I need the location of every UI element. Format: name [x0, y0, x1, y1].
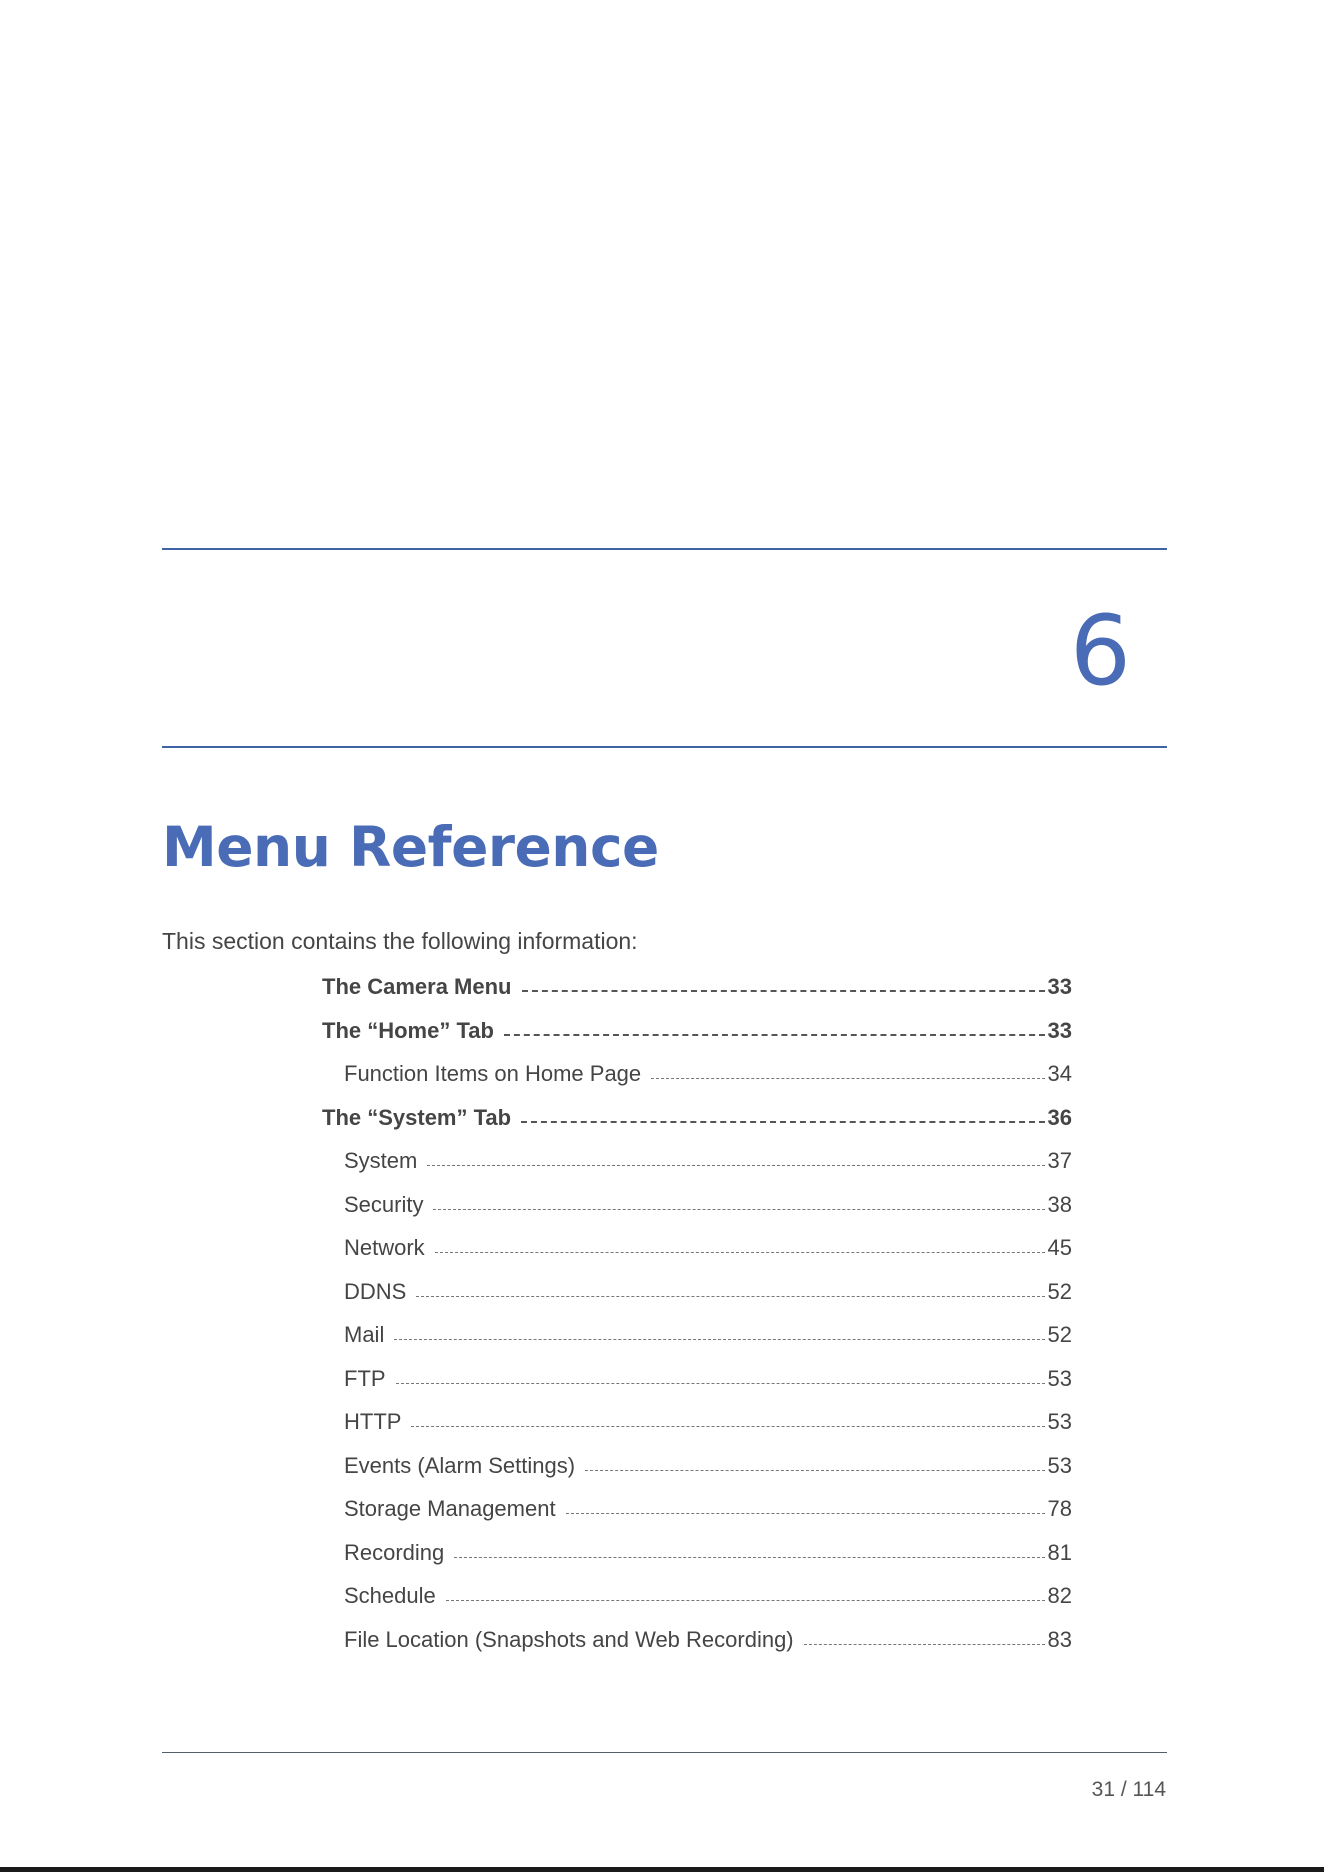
toc-entry[interactable] [322, 1583, 1072, 1627]
table-of-contents [322, 974, 1072, 1670]
toc-entry-page[interactable]: 82 [1047, 1583, 1072, 1608]
toc-dot-leader [416, 1296, 1044, 1297]
toc-dot-leader [521, 1121, 1044, 1123]
toc-entry[interactable] [322, 1192, 1072, 1236]
toc-entry[interactable] [322, 1627, 1072, 1671]
toc-entry-title[interactable]: DDNS [344, 1278, 407, 1304]
toc-dot-leader [411, 1426, 1044, 1427]
toc-entry[interactable] [322, 1453, 1072, 1497]
toc-dot-leader [566, 1513, 1045, 1514]
toc-entry-page[interactable]: 37 [1047, 1148, 1072, 1173]
toc-entry[interactable] [322, 1279, 1072, 1323]
toc-dot-leader [651, 1078, 1044, 1079]
toc-entry-page[interactable]: 78 [1047, 1496, 1072, 1521]
toc-entry-title[interactable]: Network [344, 1235, 425, 1260]
toc-entry-page[interactable]: 52 [1047, 1278, 1072, 1304]
toc-dot-leader [427, 1165, 1044, 1166]
toc-dot-leader [454, 1557, 1044, 1558]
bottom-edge-bar [0, 1867, 1324, 1872]
chapter-number: 6 [1069, 595, 1131, 707]
toc-dot-leader [394, 1339, 1044, 1340]
toc-entry-page[interactable]: 33 [1047, 974, 1072, 999]
toc-entry-page[interactable]: 45 [1047, 1235, 1072, 1260]
toc-dot-leader [504, 1034, 1045, 1036]
toc-entry[interactable] [322, 974, 1072, 1018]
toc-entry-title[interactable]: FTP [344, 1365, 386, 1391]
toc-entry-page[interactable]: 36 [1047, 1104, 1072, 1130]
toc-entry-title[interactable]: File Location (Snapshots and Web Recording) [344, 1626, 794, 1652]
toc-entry[interactable] [322, 1322, 1072, 1366]
toc-entry-page[interactable]: 52 [1047, 1322, 1072, 1347]
footer-rule [162, 1752, 1167, 1753]
toc-dot-leader [396, 1383, 1045, 1384]
toc-dot-leader [433, 1209, 1044, 1210]
toc-entry-page[interactable]: 38 [1047, 1191, 1072, 1217]
toc-entry[interactable] [322, 1366, 1072, 1410]
toc-entry-title[interactable]: The Camera Menu [322, 974, 512, 999]
toc-entry-page[interactable]: 53 [1047, 1452, 1072, 1478]
toc-dot-leader [435, 1252, 1045, 1253]
toc-dot-leader [522, 990, 1045, 992]
toc-entry[interactable] [322, 1105, 1072, 1149]
toc-entry-page[interactable]: 34 [1047, 1061, 1072, 1086]
toc-entry-title[interactable]: Recording [344, 1539, 445, 1565]
toc-entry-title[interactable]: Storage Management [344, 1496, 556, 1521]
toc-entry-page[interactable]: 83 [1047, 1626, 1072, 1652]
toc-entry[interactable] [322, 1018, 1072, 1062]
toc-entry-title[interactable]: Security [344, 1191, 424, 1217]
toc-entry-title[interactable]: System [344, 1148, 418, 1173]
toc-entry[interactable] [322, 1061, 1072, 1105]
toc-dot-leader [804, 1644, 1045, 1645]
toc-entry[interactable] [322, 1540, 1072, 1584]
toc-entry-page[interactable]: 53 [1047, 1365, 1072, 1391]
toc-entry-page[interactable]: 81 [1047, 1539, 1072, 1565]
chapter-title: Menu Reference [162, 815, 659, 879]
section-intro: This section contains the following information: [162, 928, 638, 954]
toc-entry-title[interactable]: The “Home” Tab [322, 1017, 494, 1043]
toc-entry[interactable] [322, 1148, 1072, 1192]
toc-entry-title[interactable]: Schedule [344, 1583, 436, 1608]
toc-entry-title[interactable]: Events (Alarm Settings) [344, 1452, 576, 1478]
toc-entry-title[interactable]: Mail [344, 1322, 385, 1347]
toc-dot-leader [585, 1470, 1044, 1471]
toc-entry[interactable] [322, 1235, 1072, 1279]
toc-entry[interactable] [322, 1496, 1072, 1540]
toc-entry-title[interactable]: The “System” Tab [322, 1104, 512, 1130]
toc-entry-page[interactable]: 53 [1047, 1409, 1072, 1434]
toc-entry-page[interactable]: 33 [1047, 1017, 1072, 1043]
chapter-top-rule [162, 548, 1167, 550]
toc-entry-title[interactable]: Function Items on Home Page [344, 1061, 642, 1086]
toc-dot-leader [446, 1600, 1045, 1601]
toc-entry[interactable] [322, 1409, 1072, 1453]
chapter-bottom-rule [162, 746, 1167, 748]
page-number: 31 / 114 [1091, 1778, 1166, 1801]
toc-entry-title[interactable]: HTTP [344, 1409, 402, 1434]
